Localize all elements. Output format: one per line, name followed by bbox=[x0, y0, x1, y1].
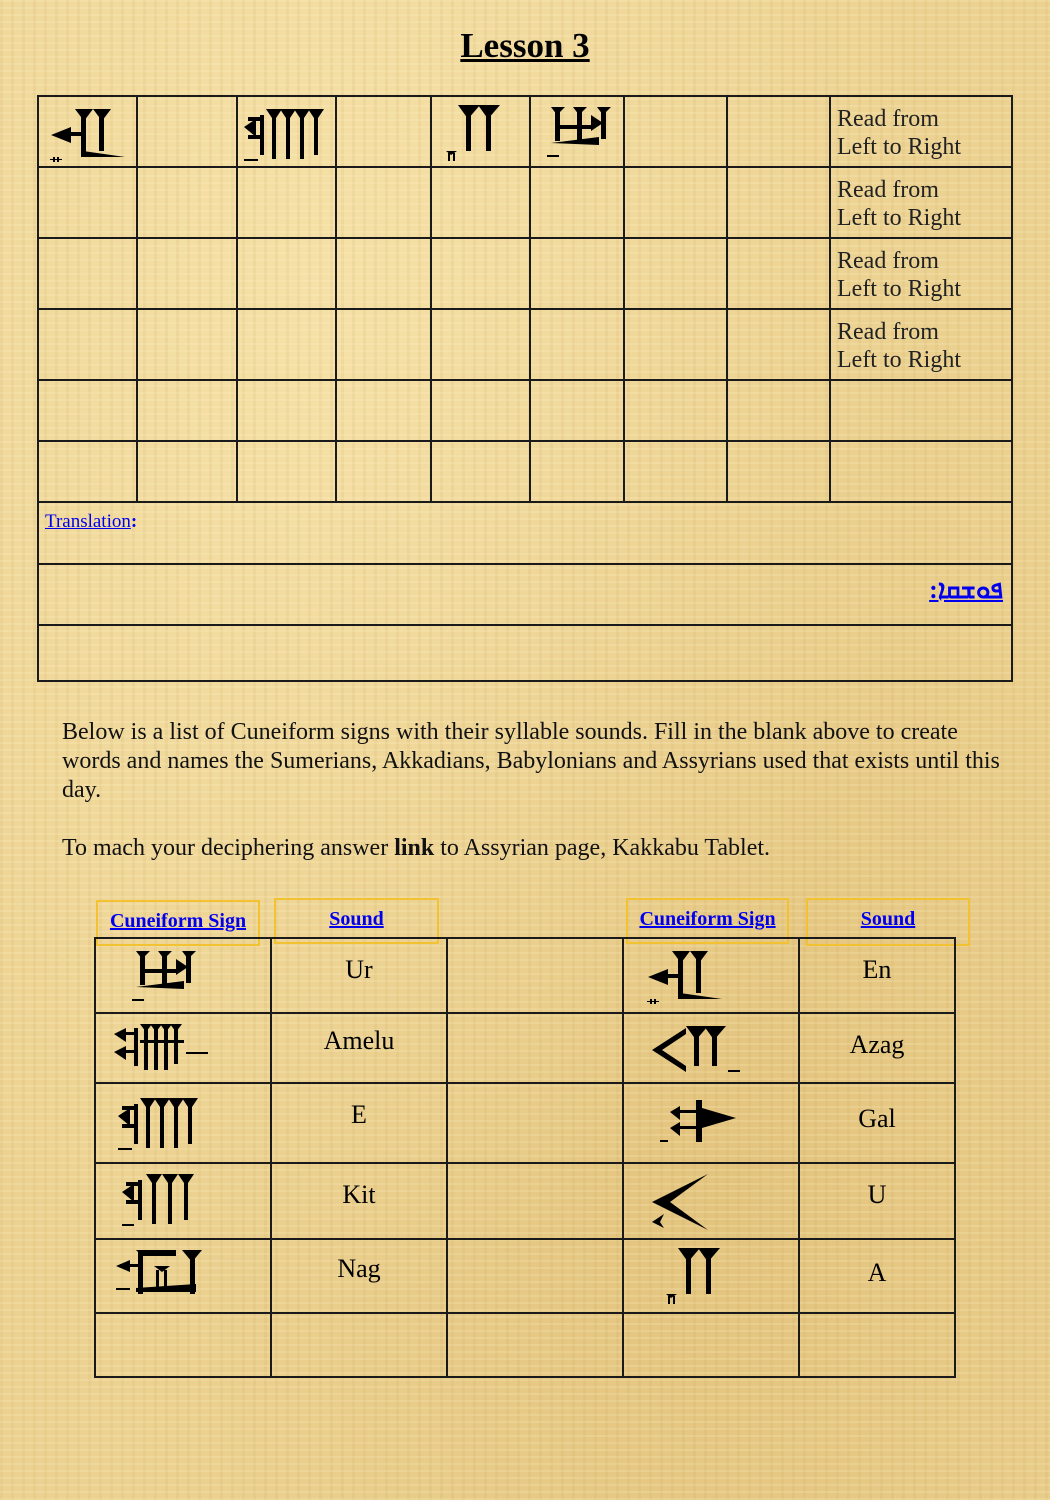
worksheet-cell[interactable] bbox=[431, 441, 530, 502]
sign-cell bbox=[95, 1239, 271, 1313]
worksheet-cell[interactable] bbox=[530, 96, 624, 167]
sound-cell: Azag bbox=[799, 1013, 955, 1083]
worksheet-cell[interactable] bbox=[727, 441, 830, 502]
sound-cell: Nag bbox=[271, 1239, 447, 1313]
worksheet-cell[interactable] bbox=[530, 441, 624, 502]
translation-area bbox=[37, 501, 1013, 682]
translation-row[interactable] bbox=[38, 502, 1012, 564]
sound-cell: U bbox=[799, 1163, 955, 1239]
ur-sign-icon bbox=[106, 945, 226, 1011]
sign-cell bbox=[623, 1163, 799, 1239]
worksheet-cell[interactable] bbox=[38, 96, 137, 167]
en-sign-icon bbox=[45, 103, 135, 165]
instructions bbox=[62, 718, 1012, 892]
translation-blank-row[interactable] bbox=[38, 625, 1012, 681]
amelu-sign-icon bbox=[112, 1020, 242, 1080]
direction-label: Read from Left to Right bbox=[830, 167, 1012, 238]
worksheet-cell[interactable] bbox=[727, 309, 830, 380]
worksheet-cell[interactable] bbox=[336, 380, 431, 441]
worksheet-cell[interactable] bbox=[830, 380, 1012, 441]
worksheet-cell[interactable] bbox=[38, 238, 137, 309]
worksheet-cell[interactable] bbox=[38, 167, 137, 238]
worksheet-cell[interactable] bbox=[38, 380, 137, 441]
worksheet-cell[interactable] bbox=[530, 238, 624, 309]
worksheet-cell[interactable] bbox=[624, 380, 727, 441]
en-sign-icon bbox=[642, 947, 772, 1013]
worksheet-cell[interactable] bbox=[137, 238, 237, 309]
spacer-cell bbox=[447, 1083, 623, 1163]
worksheet-cell[interactable] bbox=[830, 441, 1012, 502]
translation-colon: : bbox=[130, 511, 138, 532]
blank-cell[interactable] bbox=[271, 1313, 447, 1377]
worksheet-cell[interactable] bbox=[336, 309, 431, 380]
header-cuneiform-sign-left[interactable]: Cuneiform Sign bbox=[96, 900, 260, 946]
worksheet-cell[interactable] bbox=[237, 167, 336, 238]
worksheet-cell[interactable] bbox=[530, 380, 624, 441]
worksheet-cell[interactable] bbox=[38, 309, 137, 380]
worksheet-cell[interactable] bbox=[237, 238, 336, 309]
nag-sign-icon bbox=[114, 1246, 244, 1312]
header-sound-left[interactable]: Sound bbox=[274, 898, 439, 944]
direction-label: Read from Left to Right bbox=[830, 238, 1012, 309]
page-title: Lesson 3 bbox=[460, 26, 590, 65]
sound-cell: Gal bbox=[799, 1083, 955, 1163]
direction-label: Read from Left to Right bbox=[830, 309, 1012, 380]
worksheet-cell[interactable] bbox=[336, 96, 431, 167]
e-sign-icon bbox=[240, 103, 334, 165]
instructions-link-paragraph: To mach your deciphering answer link to Assyrian page, Kakkabu Tablet. bbox=[62, 835, 771, 861]
worksheet-cell[interactable] bbox=[530, 309, 624, 380]
gal-sign-icon bbox=[648, 1094, 778, 1160]
sound-cell: E bbox=[271, 1083, 447, 1163]
header-cuneiform-sign-right[interactable]: Cuneiform Sign bbox=[626, 898, 789, 944]
worksheet-cell[interactable] bbox=[431, 309, 530, 380]
worksheet-cell[interactable] bbox=[237, 380, 336, 441]
worksheet-cell[interactable] bbox=[431, 238, 530, 309]
worksheet-cell[interactable] bbox=[727, 380, 830, 441]
translation-link[interactable]: Translation bbox=[45, 511, 131, 532]
link-word[interactable]: link bbox=[394, 835, 435, 861]
spacer-cell bbox=[447, 1163, 623, 1239]
worksheet-cell[interactable] bbox=[336, 441, 431, 502]
worksheet-cell[interactable] bbox=[727, 238, 830, 309]
worksheet-cell[interactable] bbox=[336, 238, 431, 309]
worksheet-cell[interactable] bbox=[431, 167, 530, 238]
spacer-cell bbox=[447, 1013, 623, 1083]
worksheet-cell[interactable] bbox=[624, 238, 727, 309]
sign-cell bbox=[623, 1013, 799, 1083]
worksheet-cell[interactable] bbox=[727, 167, 830, 238]
sound-cell: A bbox=[799, 1239, 955, 1313]
worksheet-cell[interactable] bbox=[137, 167, 237, 238]
sign-cell bbox=[623, 1239, 799, 1313]
worksheet-cell[interactable] bbox=[624, 167, 727, 238]
worksheet-cell[interactable] bbox=[431, 96, 530, 167]
spacer-cell bbox=[447, 938, 623, 1013]
blank-cell[interactable] bbox=[447, 1313, 623, 1377]
worksheet-cell[interactable] bbox=[137, 380, 237, 441]
a-sign-icon bbox=[442, 101, 532, 165]
sign-table bbox=[94, 937, 956, 1378]
worksheet-cell[interactable] bbox=[237, 441, 336, 502]
instructions-paragraph: Below is a list of Cuneiform signs with their syllable sounds. Fill in the blank above to create words and names the Sumerians, Akkadians, Babylonians and Assyrians used that exists until this day. bbox=[62, 719, 1000, 803]
sound-cell: Ur bbox=[271, 938, 447, 1013]
worksheet-cell[interactable] bbox=[237, 96, 336, 167]
sign-cell bbox=[95, 1083, 271, 1163]
worksheet-cell[interactable] bbox=[38, 441, 137, 502]
worksheet-cell[interactable] bbox=[137, 441, 237, 502]
worksheet-cell[interactable] bbox=[727, 96, 830, 167]
e-sign-icon bbox=[116, 1092, 246, 1158]
worksheet-cell[interactable] bbox=[624, 441, 727, 502]
blank-cell[interactable] bbox=[799, 1313, 955, 1377]
worksheet-cell[interactable] bbox=[624, 309, 727, 380]
worksheet-cell[interactable] bbox=[431, 380, 530, 441]
sign-cell bbox=[95, 1013, 271, 1083]
sign-cell bbox=[95, 938, 271, 1013]
sound-cell: Kit bbox=[271, 1163, 447, 1239]
blank-cell[interactable] bbox=[623, 1313, 799, 1377]
kit-sign-icon bbox=[120, 1168, 250, 1234]
header-sound-right[interactable]: Sound bbox=[806, 898, 970, 946]
u-sign-icon bbox=[652, 1172, 782, 1238]
spacer-cell bbox=[447, 1239, 623, 1313]
ur-sign-icon bbox=[535, 101, 625, 165]
blank-cell[interactable] bbox=[95, 1313, 271, 1377]
sign-cell bbox=[623, 938, 799, 1013]
sign-cell bbox=[623, 1083, 799, 1163]
worksheet-cell[interactable] bbox=[336, 167, 431, 238]
azag-sign-icon bbox=[650, 1022, 780, 1082]
sound-cell: En bbox=[799, 938, 955, 1013]
worksheet-cell[interactable] bbox=[137, 309, 237, 380]
a-sign-icon bbox=[660, 1244, 790, 1310]
worksheet-cell[interactable] bbox=[530, 167, 624, 238]
worksheet-cell[interactable] bbox=[624, 96, 727, 167]
worksheet-cell[interactable] bbox=[237, 309, 336, 380]
sign-cell bbox=[95, 1163, 271, 1239]
worksheet-cell[interactable] bbox=[137, 96, 237, 167]
sound-cell: Amelu bbox=[271, 1013, 447, 1083]
worksheet-grid bbox=[37, 95, 1013, 503]
syriac-translation-label[interactable]: ܦܘܫܩܐ: bbox=[929, 575, 1003, 604]
syriac-translation-row[interactable] bbox=[38, 564, 1012, 625]
direction-label: Read from Left to Right bbox=[830, 96, 1012, 167]
